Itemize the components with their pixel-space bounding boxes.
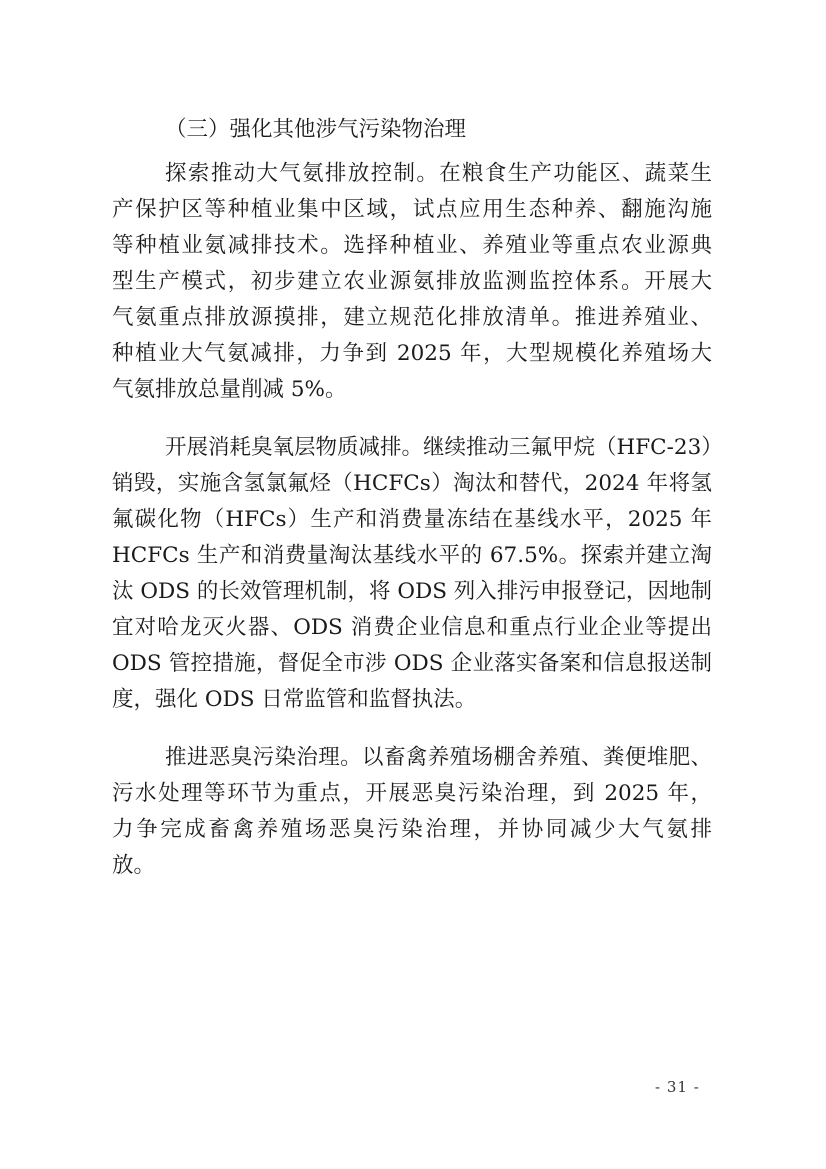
paragraph-2-line-1: 开展消耗臭氧层物质减排。继续推动三氟甲烷（HFC-23） xyxy=(165,435,723,460)
paragraph-1-line-1: 探索推动大气氨排放控制。在粮食生产功能区、蔬菜生 xyxy=(165,161,712,186)
paragraph-2-line-5: 汰 ODS 的长效管理机制，将 ODS 列入排污申报登记，因地制 xyxy=(112,579,712,604)
paragraph-3-line-2: 污水处理等环节为重点，开展恶臭污染治理，到 2025 年， xyxy=(112,781,712,806)
paragraph-2-line-4: HCFCs 生产和消费量淘汰基线水平的 67.5%。探索并建立淘 xyxy=(112,543,712,568)
section-heading: （三）强化其他涉气污染物治理 xyxy=(165,117,467,142)
paragraph-3-line-1: 推进恶臭污染治理。以畜禽养殖场棚舍养殖、粪便堆肥、 xyxy=(165,745,712,770)
paragraph-1-line-3: 等种植业氨减排技术。选择种植业、养殖业等重点农业源典 xyxy=(112,233,712,258)
paragraph-2-line-2: 销毁，实施含氢氯氟烃（HCFCs）淘汰和替代，2024 年将氢 xyxy=(112,471,712,496)
paragraph-2-line-3: 氟碳化物（HFCs）生产和消费量冻结在基线水平，2025 年 xyxy=(112,507,712,532)
paragraph-1-line-4: 型生产模式，初步建立农业源氨排放监测监控体系。开展大 xyxy=(112,269,712,294)
paragraph-1-line-2: 产保护区等种植业集中区域，试点应用生态种养、翻施沟施 xyxy=(112,197,712,222)
paragraph-1-line-5: 气氨重点排放源摸排，建立规范化排放清单。推进养殖业、 xyxy=(112,305,712,330)
paragraph-3-line-4: 放。 xyxy=(112,853,156,878)
paragraph-3-line-3: 力争完成畜禽养殖场恶臭污染治理，并协同减少大气氨排 xyxy=(112,817,712,842)
paragraph-2-line-7: ODS 管控措施，督促全市涉 ODS 企业落实备案和信息报送制 xyxy=(112,651,712,676)
page-number: - 31 - xyxy=(655,1078,700,1096)
paragraph-1-line-7: 气氨排放总量削减 5%。 xyxy=(112,377,347,402)
paragraph-1-line-6: 种植业大气氨减排，力争到 2025 年，大型规模化养殖场大 xyxy=(112,341,712,366)
paragraph-2-line-8: 度，强化 ODS 日常监管和监督执法。 xyxy=(112,687,477,712)
paragraph-2-line-6: 宜对哈龙灭火器、ODS 消费企业信息和重点行业企业等提出 xyxy=(112,615,712,640)
